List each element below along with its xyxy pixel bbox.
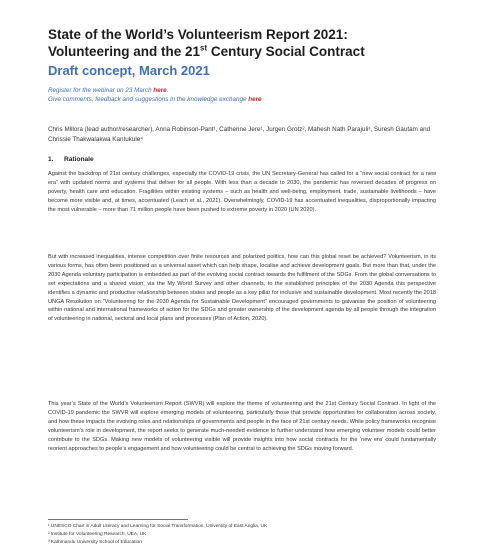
paragraph-2: But with increased inequalities, intense competition over finite resources and polarized politics, how can this global reset be achieved? Volunteerism, in its various forms, has often been positioned as a universal asset which can help shape, localise and achieve development goals. But more than that, under the 2030 Agenda voluntary participation is embedded as part of the evolving social contract towards the fulfilment of the SDGs. From the global conversations to set expectations and a shared vision, via the My World Survey and other channels, to the established principles of the 2030 Agenda this perspective identifies a dynamic and productive relationship between states and people as a key pillar for inclusive and sustainable development. Most recently the 2018 UNGA Resolution on “Volunteering for the 2030 Agenda for Sustainable Development” encouraged governments to galvanise the position of volunteering within national and international frameworks of action for the SDGs and greater ownership of the development agenda by all people through the integration of volunteering in national, sectoral and local plans and processes (Plan of Action, 2020). <box>48 254 436 323</box>
section-heading <box>48 156 94 163</box>
feedback-text: Give comments, feedback and suggestions in the knowledge exchange <box>48 96 249 103</box>
title-line-1: State of the World’s Volunteerism Report 2021: <box>48 27 348 42</box>
paragraph-3: This year’s State of the World’s Volunteerism Report (SWVR) will explore the theme of volunteering and the 21st Century Social Contract. In light of the COVID-19 pandemic the SWVR will explore emerging models of volunteering, particularly those that provide opportunities for collaboration across society, and how these impacts the evolving roles and relationships of governments and people in the face of 21st century needs. While policy frameworks recognise volunteerism’s role in development, the report seeks to generate much-needed evidence to further understand how emerging volunteer models could better contribute to the SDGs. Making new models of volunteering visible will provide insights into how social contracts for the ‘new era’ could fundamentally reorient approaches to people’s engagement and how volunteering could be central to achieving the SDGs moving forward. <box>48 401 436 452</box>
registration-notice <box>48 86 448 104</box>
document-title <box>48 26 448 60</box>
footnote-2: ² Institute for Volunteering Research, UEA, UK <box>48 532 147 537</box>
register-text: Register for the webinar on 23 March <box>48 87 154 94</box>
register-period: . <box>166 87 169 94</box>
knowledge-exchange-link[interactable]: here <box>248 96 262 103</box>
document-subtitle: Draft concept, March 2021 <box>48 63 210 78</box>
footnote-1: ¹ UNESCO Chair in Adult Literacy and Learning for Social Transformation, University of East Anglia, UK <box>48 524 268 529</box>
section-title: Rationale <box>64 156 94 163</box>
section-number: 1. <box>48 156 54 163</box>
title-line-2-part-b: Century Social Contract <box>207 44 365 59</box>
title-line-2-part-a: Volunteering and the 21 <box>48 44 201 59</box>
paragraph-1: Against the backdrop of 21st century challenges, especially the COVID-19 crisis, the UN Secretary-General has called for a “new social contract for a new era” with updated norms and systems that deliver for all people. With less than a decade to 2030, the pandemic has reversed decades of progress on poverty, health care and education. Fragilities within existing systems – such as health and well-being, employment, trade, sustainable livelihoods – have become more visible and, at times, accentuated (Leach et al., 2021). Overwhelmingly, COVID-19 has accentuated inequalities, disproportionally impacting the most vulnerable – more than 71 million people have been pushed to extreme poverty in 2020 (UN 2020). <box>48 171 436 213</box>
author-list: Chris Millora (lead author/researcher), Anna Robinson-Pant¹, Catherine Jere¹, Jurgen Grotz², Mahesh Nath Parajuli³, Suresh Gautam and Chrissie Thakwalakwa Kantukule⁴ <box>48 126 431 143</box>
title-superscript: st <box>200 43 208 53</box>
footnote-3: ³ Kathmandu University School of Education <box>48 540 142 545</box>
register-link[interactable]: here <box>153 87 167 94</box>
footnote-divider <box>48 519 188 520</box>
